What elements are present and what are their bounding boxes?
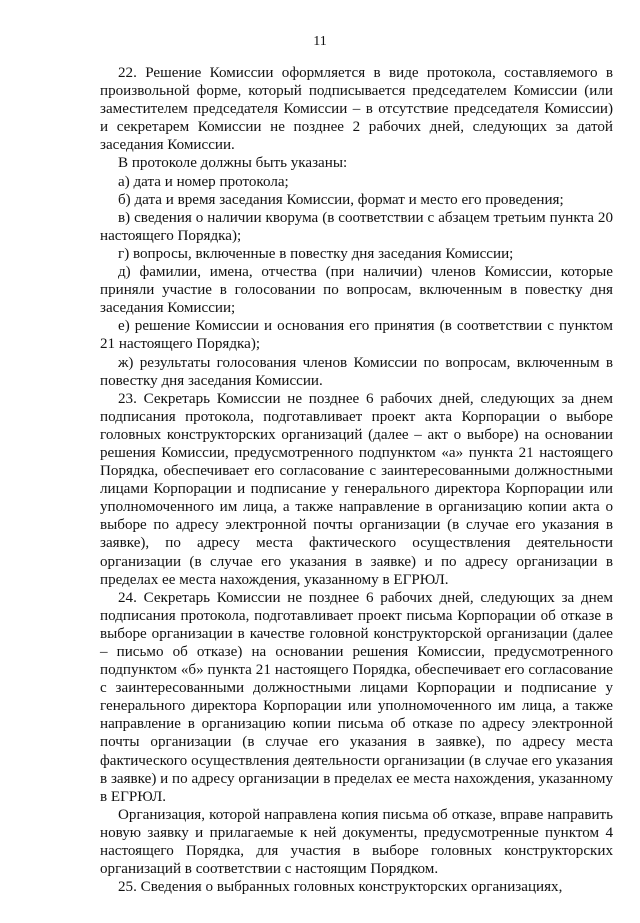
paragraph-22: 22. Решение Комиссии оформляется в виде протокола, составляемого в произвольной форме, который подписывается председателем Комиссии (или заместителем председателя Комиссии – в отсутствие председателя Комиссии) и секретарем Комиссии не позднее 2 рабочих дней, следующих за датой заседания Комиссии. bbox=[100, 65, 613, 154]
list-item-zh: ж) результаты голосования членов Комиссии по вопросам, включенным в повестку дня заседания Комиссии. bbox=[100, 354, 613, 389]
paragraph-23: 23. Секретарь Комиссии не позднее 6 рабочих дней, следующих за днем подписания протокола, подготавливает проект акта Корпорации о выборе головных конструкторских организаций (далее – акт о выборе) на основании решения Комиссии, предусмотренного подпунктом «а» пункта 21 настоящего Порядка, обеспечивает его согласование с заинтересованными должностными лицами Корпорации и подписание у генерального директора Корпорации или уполномоченного им лица, а также направление в организацию копии акта о выборе по адресу электронной почты организации (в случае его указания в заявке), по адресу места фактического осуществления деятельности организации (в случае его указания в заявке) и по адресу организации в пределах ее места нахождения, указанному в ЕГРЮЛ. bbox=[100, 390, 613, 588]
document-body bbox=[100, 64, 613, 896]
protocol-contents-intro: В протоколе должны быть указаны: bbox=[118, 155, 348, 172]
paragraph-25: 25. Сведения о выбранных головных конструкторских организациях, bbox=[118, 879, 563, 896]
list-item-e: е) решение Комиссии и основания его принятия (в соответствии с пунктом 21 настоящего Порядка); bbox=[100, 318, 613, 353]
list-item-d: д) фамилии, имена, отчества (при наличии) членов Комиссии, которые приняли участие в голосовании по вопросам, включенным в повестку дня заседания Комиссии; bbox=[100, 264, 613, 317]
list-item-v: в) сведения о наличии кворума (в соответствии с абзацем третьим пункта 20 настоящего Порядка); bbox=[100, 209, 613, 244]
paragraph-24: 24. Секретарь Комиссии не позднее 6 рабочих дней, следующих за днем подписания протокола, подготавливает проект письма Корпорации об отказе в выборе организации в качестве головной конструкторской организации (далее – письмо об отказе) на основании решения Комиссии, предусмотренного подпунктом «б» пункта 21 настоящего Порядка, обеспечивает его согласование с заинтересованными должностными лицами Корпорации и подписание у генерального директора Корпорации или уполномоченного им лица, а также направление в организацию копии письма об отказе по адресу электронной почты организации (в случае его указания в заявке), по адресу места фактического осуществления деятельности организации (в случае его указания в заявке) и по адресу организации в пределах ее места нахождения, указанному в ЕГРЮЛ. bbox=[100, 589, 613, 805]
list-item-b: б) дата и время заседания Комиссии, формат и место его проведения; bbox=[118, 191, 564, 208]
list-item-a: а) дата и номер протокола; bbox=[118, 173, 289, 190]
paragraph-new-application: Организация, которой направлена копия письма об отказе, вправе направить новую заявку и прилагаемые к ней документы, предусмотренные пунктом 4 настоящего Порядка, для участия в выборе головных конструкторских организаций в соответствии с настоящим Порядком. bbox=[100, 806, 613, 878]
list-item-g: г) вопросы, включенные в повестку дня заседания Комиссии; bbox=[118, 245, 514, 262]
page-number: 11 bbox=[313, 34, 327, 49]
